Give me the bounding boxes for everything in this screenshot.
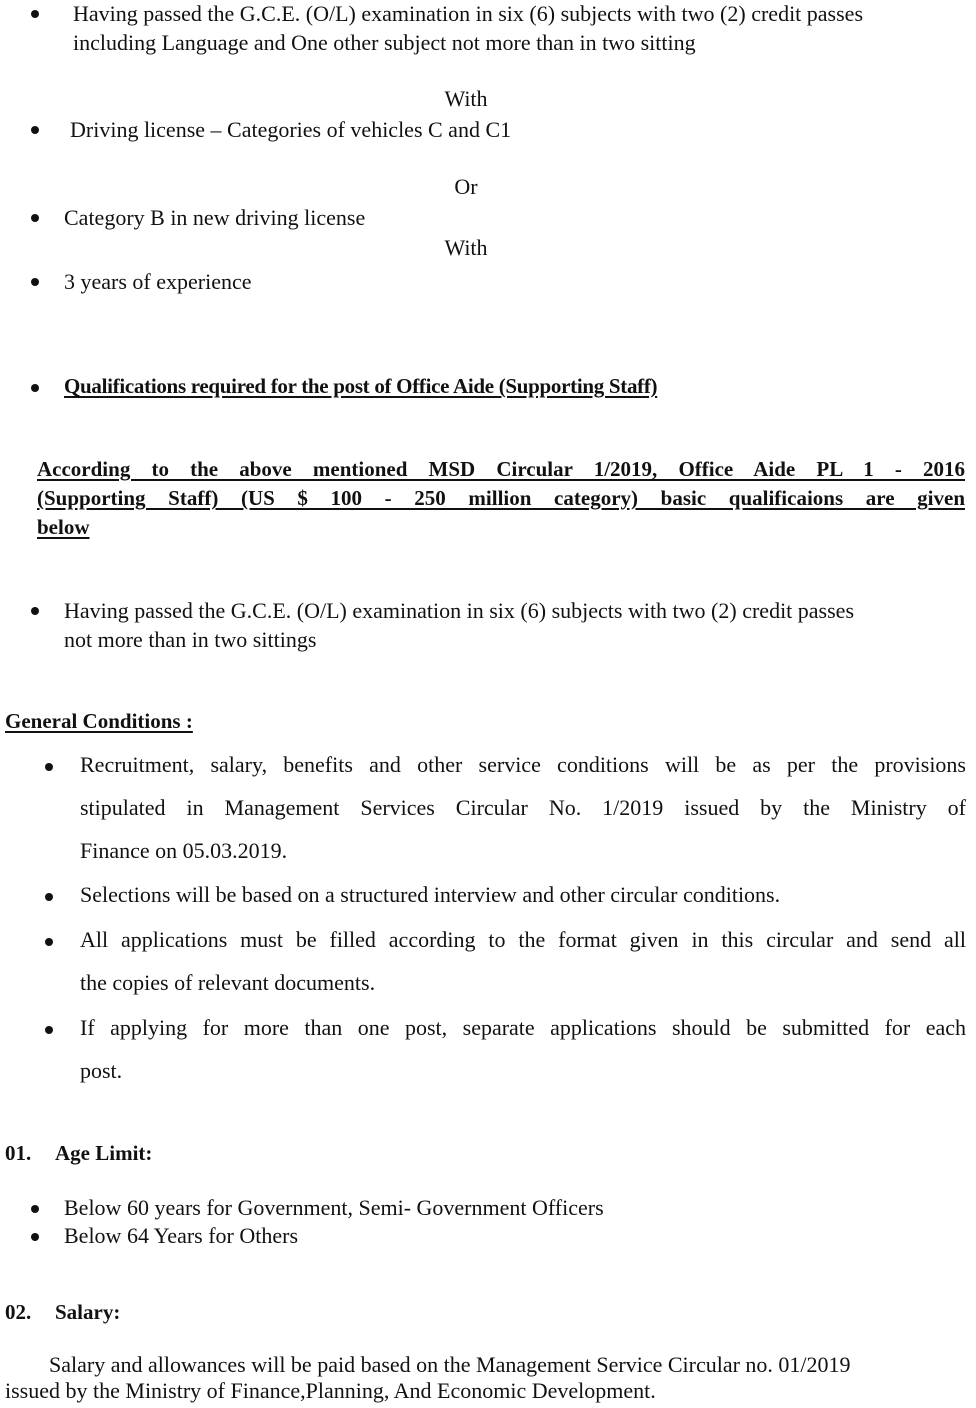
connector-or: Or xyxy=(454,174,478,199)
section-number: 02. xyxy=(5,1300,32,1324)
condition-line: Recruitment, salary, benefits and other service conditions will be as per the provisions xyxy=(80,752,966,777)
condition-line: the copies of relevant documents. xyxy=(80,970,376,995)
age-limit-item: Below 60 years for Government, Semi- Government Officers xyxy=(64,1195,604,1220)
qualification-line: not more than in two sittings xyxy=(64,627,317,652)
connector-with: With xyxy=(444,235,488,260)
condition-line: post. xyxy=(80,1058,123,1083)
condition-line: All applications must be filled according to the format given in this circular and send all xyxy=(80,927,966,952)
bullet-icon xyxy=(45,893,53,901)
bullet-icon xyxy=(31,214,39,222)
bullet-icon xyxy=(31,1205,39,1213)
intro-line: According to the above mentioned MSD Circular 1/2019, Office Aide PL 1 - 2016 xyxy=(37,457,965,481)
bullet-icon xyxy=(45,763,53,771)
condition-line: stipulated in Management Services Circular No. 1/2019 issued by the Ministry of xyxy=(80,795,966,820)
salary-text: Salary and allowances will be paid based on the Management Service Circular no. 01/2019 xyxy=(49,1352,851,1377)
qualification-item: 3 years of experience xyxy=(64,269,252,294)
section-heading: Qualifications required for the post of Office Aide (Supporting Staff) xyxy=(64,374,658,398)
bullet-icon xyxy=(31,278,39,286)
condition-line: If applying for more than one post, separate applications should be submitted for each xyxy=(80,1015,966,1040)
condition-line: Finance on 05.03.2019. xyxy=(80,838,288,863)
qualification-line: Having passed the G.C.E. (O/L) examination in six (6) subjects with two (2) credit passes xyxy=(73,1,864,26)
qualification-line: Having passed the G.C.E. (O/L) examination in six (6) subjects with two (2) credit passes xyxy=(64,598,855,623)
qualification-item: Driving license – Categories of vehicles C and C1 xyxy=(70,117,512,142)
intro-line: (Supporting Staff) (US $ 100 - 250 million category) basic qualificaions are given xyxy=(37,486,965,510)
section-heading: Salary: xyxy=(55,1300,121,1324)
section-number: 01. xyxy=(5,1141,32,1165)
bullet-icon xyxy=(31,1233,39,1241)
connector-with: With xyxy=(444,86,488,111)
age-limit-item: Below 64 Years for Others xyxy=(64,1223,299,1248)
intro-line: below xyxy=(37,515,90,539)
qualification-line: including Language and One other subject not more than in two sitting xyxy=(73,30,696,55)
condition-line: Selections will be based on a structured interview and other circular conditions. xyxy=(80,882,781,907)
qualification-item: Category B in new driving license xyxy=(64,205,366,230)
bullet-icon xyxy=(45,1026,53,1034)
bullet-icon xyxy=(31,384,39,392)
section-heading: Age Limit: xyxy=(55,1141,153,1165)
bullet-icon xyxy=(31,607,39,615)
salary-text: issued by the Ministry of Finance,Planning, And Economic Development. xyxy=(5,1378,656,1403)
section-heading: General Conditions : xyxy=(5,709,193,733)
bullet-icon xyxy=(45,938,53,946)
bullet-icon xyxy=(31,10,39,18)
bullet-icon xyxy=(31,126,39,134)
